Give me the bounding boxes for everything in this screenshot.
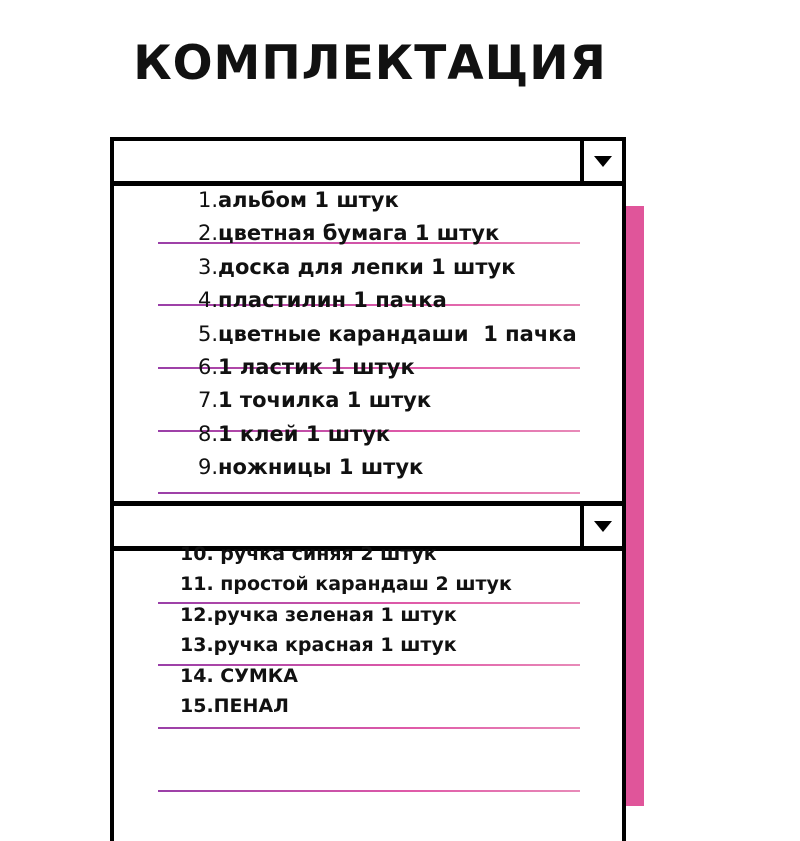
item-text: цветная бумага 1 штук	[218, 221, 500, 246]
dropdown-button-2[interactable]	[580, 506, 622, 546]
item-number: 3.	[197, 254, 218, 279]
ruled-line	[158, 727, 580, 729]
list-item	[160, 188, 620, 212]
item-number: 7.	[197, 388, 218, 413]
item-text: альбом 1 штук	[218, 188, 399, 212]
dropdown-field-2[interactable]	[114, 506, 580, 546]
item-number: 1.	[197, 188, 218, 212]
item-text: 1 клей 1 штук	[218, 421, 391, 446]
item-number: 9.	[197, 455, 218, 480]
dropdown-button-1[interactable]	[580, 141, 622, 181]
page-title: КОМПЛЕКТАЦИЯ	[133, 36, 607, 91]
list-item: 13.ручка красная 1 штук	[180, 634, 457, 657]
list-item	[160, 355, 620, 379]
ruled-line	[158, 492, 580, 494]
item-number: 8.	[197, 421, 218, 446]
item-text: цветные карандаши 1 пачка	[218, 321, 577, 346]
item-text: 1 точилка 1 штук	[218, 388, 432, 413]
accent-bar	[626, 206, 644, 806]
item-number: 6.	[197, 355, 218, 379]
dropdown-field-1[interactable]	[114, 141, 580, 181]
list-item	[160, 455, 620, 479]
list-item: 15.ПЕНАЛ	[180, 695, 289, 717]
list-item: 10. ручка синяя 2 штук	[180, 543, 437, 565]
item-text: 1 ластик 1 штук	[218, 355, 415, 379]
triangle-down-icon	[594, 521, 612, 532]
list-item: 14. СУМКА	[180, 664, 299, 687]
list-item	[160, 422, 620, 446]
list-item	[160, 255, 620, 279]
list-item	[160, 221, 620, 245]
triangle-down-icon	[594, 156, 612, 167]
list-item: 12.ручка зеленая 1 штук	[180, 603, 457, 626]
list-item	[160, 322, 620, 346]
list-item	[160, 388, 620, 412]
item-number: 2.	[197, 221, 218, 246]
dropdown-header-1	[114, 141, 622, 186]
list-item: 11. простой карандаш 2 штук	[180, 573, 512, 596]
item-text: доска для лепки 1 штук	[218, 254, 516, 279]
item-text: пластилин 1 пачка	[218, 288, 447, 313]
item-number: 5.	[197, 321, 218, 346]
item-text: ножницы 1 штук	[218, 455, 424, 480]
list-item	[160, 288, 620, 312]
item-number: 4.	[197, 288, 218, 313]
ruled-line	[158, 790, 580, 792]
